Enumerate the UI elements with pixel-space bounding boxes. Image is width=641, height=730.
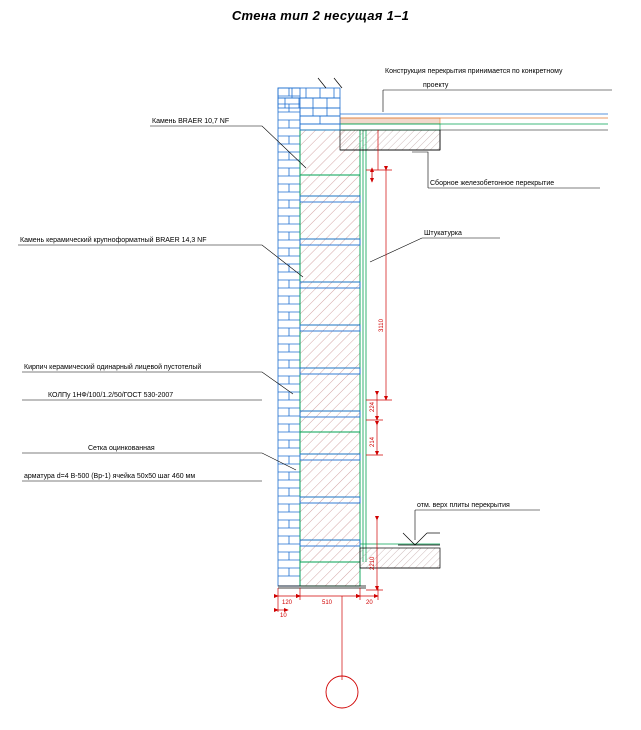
wall-base (278, 586, 366, 588)
dim-510: 510 (322, 600, 333, 606)
plaster-layer (363, 130, 366, 562)
inner-block-leaf (300, 130, 360, 586)
dim-224: 224 (370, 401, 376, 412)
dim-2210: 2210 (370, 556, 376, 570)
label-po-proektu: проекту (423, 82, 449, 89)
page-title: Стена тип 2 несущая 1–1 (231, 8, 410, 23)
node-circle (326, 676, 358, 708)
leader-lines-left (18, 126, 306, 481)
dim-120: 120 (282, 600, 293, 606)
dim-10: 10 (280, 613, 287, 619)
label-shtukaturka: Штукатурка (424, 230, 462, 237)
dim-3110: 3110 (379, 319, 385, 332)
label-kamen-braer-107: Камень BRAER 10,7 NF (152, 118, 230, 125)
label-otm-verh-plity: отм. верх плиты перекрытия (417, 502, 510, 509)
elevation-marker (398, 533, 440, 545)
dim-214: 214 (370, 436, 376, 447)
outer-brick-leaf (278, 88, 300, 586)
label-sbornoe-perekrytie: Сборное железобетонное перекрытие (430, 180, 555, 187)
top-section-ticks (318, 78, 342, 88)
label-konstruktsiya-perekrytiya: Конструкция перекрытия принимается по конкретному (385, 68, 563, 75)
leader-lines-right (370, 90, 612, 540)
top-brick-band (278, 88, 340, 108)
floor-slab-upper (300, 108, 608, 150)
label-kamen-keramicheskiy-143: Камень керамический крупноформатный BRAER 14,3 NF (20, 237, 207, 244)
label-armatura: арматура d=4 В-500 (Вр-1) ячейка 50х50 шаг 460 мм (24, 473, 196, 480)
dim-20: 20 (366, 600, 373, 606)
label-kolpu-gost: КОЛПу 1НФ/100/1.2/50/ГОСТ 530-2007 (48, 392, 174, 399)
label-kirpich-litsevoy: Кирпич керамический одинарный лицевой пустотелый (24, 364, 202, 371)
label-setka-otsinkovannaya: Сетка оцинкованная (88, 445, 155, 452)
